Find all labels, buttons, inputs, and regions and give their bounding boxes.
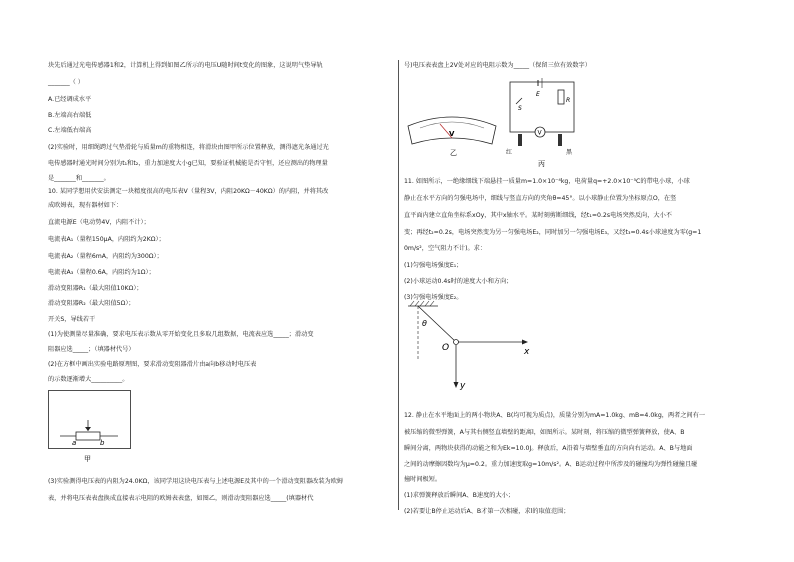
text-line: C.左端低右端高: [48, 127, 92, 134]
text-line: (2)在方框中画出实验电路原理图，要求滑动变阻器滑片由a向b移动时电压表: [48, 361, 257, 368]
text-line: B.左端高右端低: [48, 112, 92, 119]
text-line: 块先后通过光电传感器1和2，计算机上得到如图乙所示的电压U随时间t变化的图象，这说明气垫导轨: [48, 62, 323, 69]
probe-black: [558, 134, 562, 146]
text-line: 被压缩的微型弹簧，A与其右侧竖直墙壁的距离l，如图所示。某时刻，将压缩的微型弹簧释放，使A、B: [404, 429, 685, 436]
text-line: 直平面内建立直角坐标系xOy，其中x轴水平。某时刻剪断细线，经t₁=0.2s电场突然反向，大小不: [404, 212, 672, 219]
y-axis-arrow: [454, 382, 459, 388]
text-line: (1)匀强电场强度E₁；: [404, 262, 463, 269]
pendulum-coordinate-figure: [404, 300, 544, 392]
ohmmeter-circuit-figure: [500, 76, 588, 172]
text-line: (3)实验测得电压表的内阻为24.0KΩ，该同学用这块电压表与上述电源E及其中的一个滑动变阻器改装为欧姆: [48, 478, 344, 485]
y-axis-label: y: [460, 381, 466, 391]
text-line: A.已经调成水平: [48, 96, 92, 103]
text-line: 电传感器时通光时间分别为t₁和t₂，重力加速度大小g已知，要验证机械能是否守恒，还应测出的物理量: [48, 160, 328, 167]
figure-label-jia: 甲: [84, 455, 91, 463]
figure-label-bing: 丙: [538, 160, 545, 168]
ceiling-hatch: [410, 301, 434, 306]
text-line: 表，并将电压表表盘换成直接表示电阻的欧姆表表盘，如图乙，则滑动变阻器应选_____(填器材代: [48, 495, 314, 502]
text-line: 变；再经t₂=0.2s，电场突然变为另一匀强电场E₂，同时加另一匀强电场E₃，又经t₃=0.4s小球速度为零(g=1: [404, 229, 702, 236]
text-line: 瞬间分离，两物块获得的动能之和为Ek=10.0J。释放后，A沿着与墙壁垂直的方向向右运动。A、B与地面: [404, 445, 693, 452]
text-line: _______（ ）: [48, 79, 84, 86]
meter-letter: V: [449, 130, 455, 138]
text-line: 滑动变阻器R₁（最大阻值10KΩ）；: [48, 285, 143, 292]
text-line: 阻器应选_____；（填器材代号）: [48, 346, 135, 353]
rheostat-symbol: [76, 432, 100, 440]
text-line: 11. 如图所示，一绝缘细线下端悬挂一质量m=1.0×10⁻⁴kg，电荷量q=+2.0×10⁻⁵C的带电小球，小球: [404, 178, 690, 185]
text-line: (3)匀强电场强度E₂。: [404, 294, 463, 301]
text-line: 之间的动摩擦因数均为μ=0.2。重力加速度取g=10m/s²。A、B运动过程中所涉及的碰撞均为弹性碰撞且碰: [404, 461, 698, 468]
terminal-b: b: [100, 439, 105, 447]
text-line: (2)小球运动0.4s时的速度大小和方向；: [404, 278, 513, 285]
label-S: S: [518, 105, 522, 112]
label-red: 红: [506, 149, 513, 156]
text-line: 滑动变阻器R₂（最大阻值5Ω）；: [48, 300, 135, 307]
resistor: [558, 90, 564, 104]
voltmeter-figure: [406, 108, 498, 158]
figure-label-yi: 乙: [450, 149, 457, 157]
column-divider: [398, 60, 399, 510]
text-line: 电流表A₂（量程6mA，内阻约为300Ω）；: [48, 253, 163, 260]
label-black: 黑: [566, 149, 573, 156]
text-line: 直流电源E（电动势4V，内阻不计）；: [48, 219, 150, 226]
terminal-a: a: [72, 439, 77, 447]
text-line: 是_______和_______。: [48, 175, 110, 182]
text-line: 12. 静止在水平地面上的两小物块A、B(均可视为质点)，质量分别为mA=1.0kg、mB=4.0kg，两者之间有一: [404, 412, 706, 419]
text-line: 电流表A₃（量程0.6A，内阻约为1Ω）；: [48, 269, 155, 276]
text-line: 成欧姆表，现有器材如下：: [48, 202, 123, 209]
text-line: (1)为使测量尽量准确，要求电压表示数从零开始变化且多取几组数据，电流表应选_____；滑动变: [48, 331, 314, 338]
text-line: (2)若要让B停止运动后A、B才第一次相碰，求l的取值范围；: [404, 508, 570, 515]
label-R: R: [566, 97, 571, 104]
text-line: 0m/s²，空气阻力不计)。求：: [404, 245, 487, 252]
slider-arrowhead: [85, 427, 91, 431]
text-line: 电流表A₁（量程150μA，内阻约为2KΩ）；: [48, 236, 165, 243]
label-E: E: [536, 91, 540, 98]
text-line: (2)实验时，用细绳跨过气垫滑轮与质量m的重物相连，将滑块由图甲所示位置释放，测得遮光条通过光: [48, 144, 329, 151]
origin-label: O: [442, 343, 450, 353]
probe-red: [518, 134, 522, 146]
text-line: 开关S，导线若干: [48, 316, 96, 323]
x-axis-arrow: [522, 340, 528, 345]
circuit-box-figure: [48, 390, 138, 470]
switch: [516, 98, 522, 104]
charged-ball: [454, 340, 459, 345]
text-line: 静止在水平方向的匀强电场中，细线与竖直方向的夹角θ=45°。以小球静止位置为坐标原点O，在竖: [404, 195, 677, 202]
text-line: (1)求弹簧释放后瞬间A、B速度的大小；: [404, 492, 515, 499]
text-line: 撞时间极短。: [404, 476, 442, 483]
label-V: V: [537, 129, 542, 137]
x-axis-label: x: [524, 347, 530, 357]
text-line: 10. 某同学想用伏安法测定一块精度很高的电压表V（量程3V，内阻20KΩ－40KΩ）的内阻，并将其改: [48, 188, 329, 195]
text-line: 号)电压表表盘上2V处对应的电阻示数为_____（保留三位有效数字）: [404, 62, 591, 69]
text-line: 的示数逐渐增大__________。: [48, 376, 129, 383]
angle-theta: θ: [422, 319, 427, 328]
